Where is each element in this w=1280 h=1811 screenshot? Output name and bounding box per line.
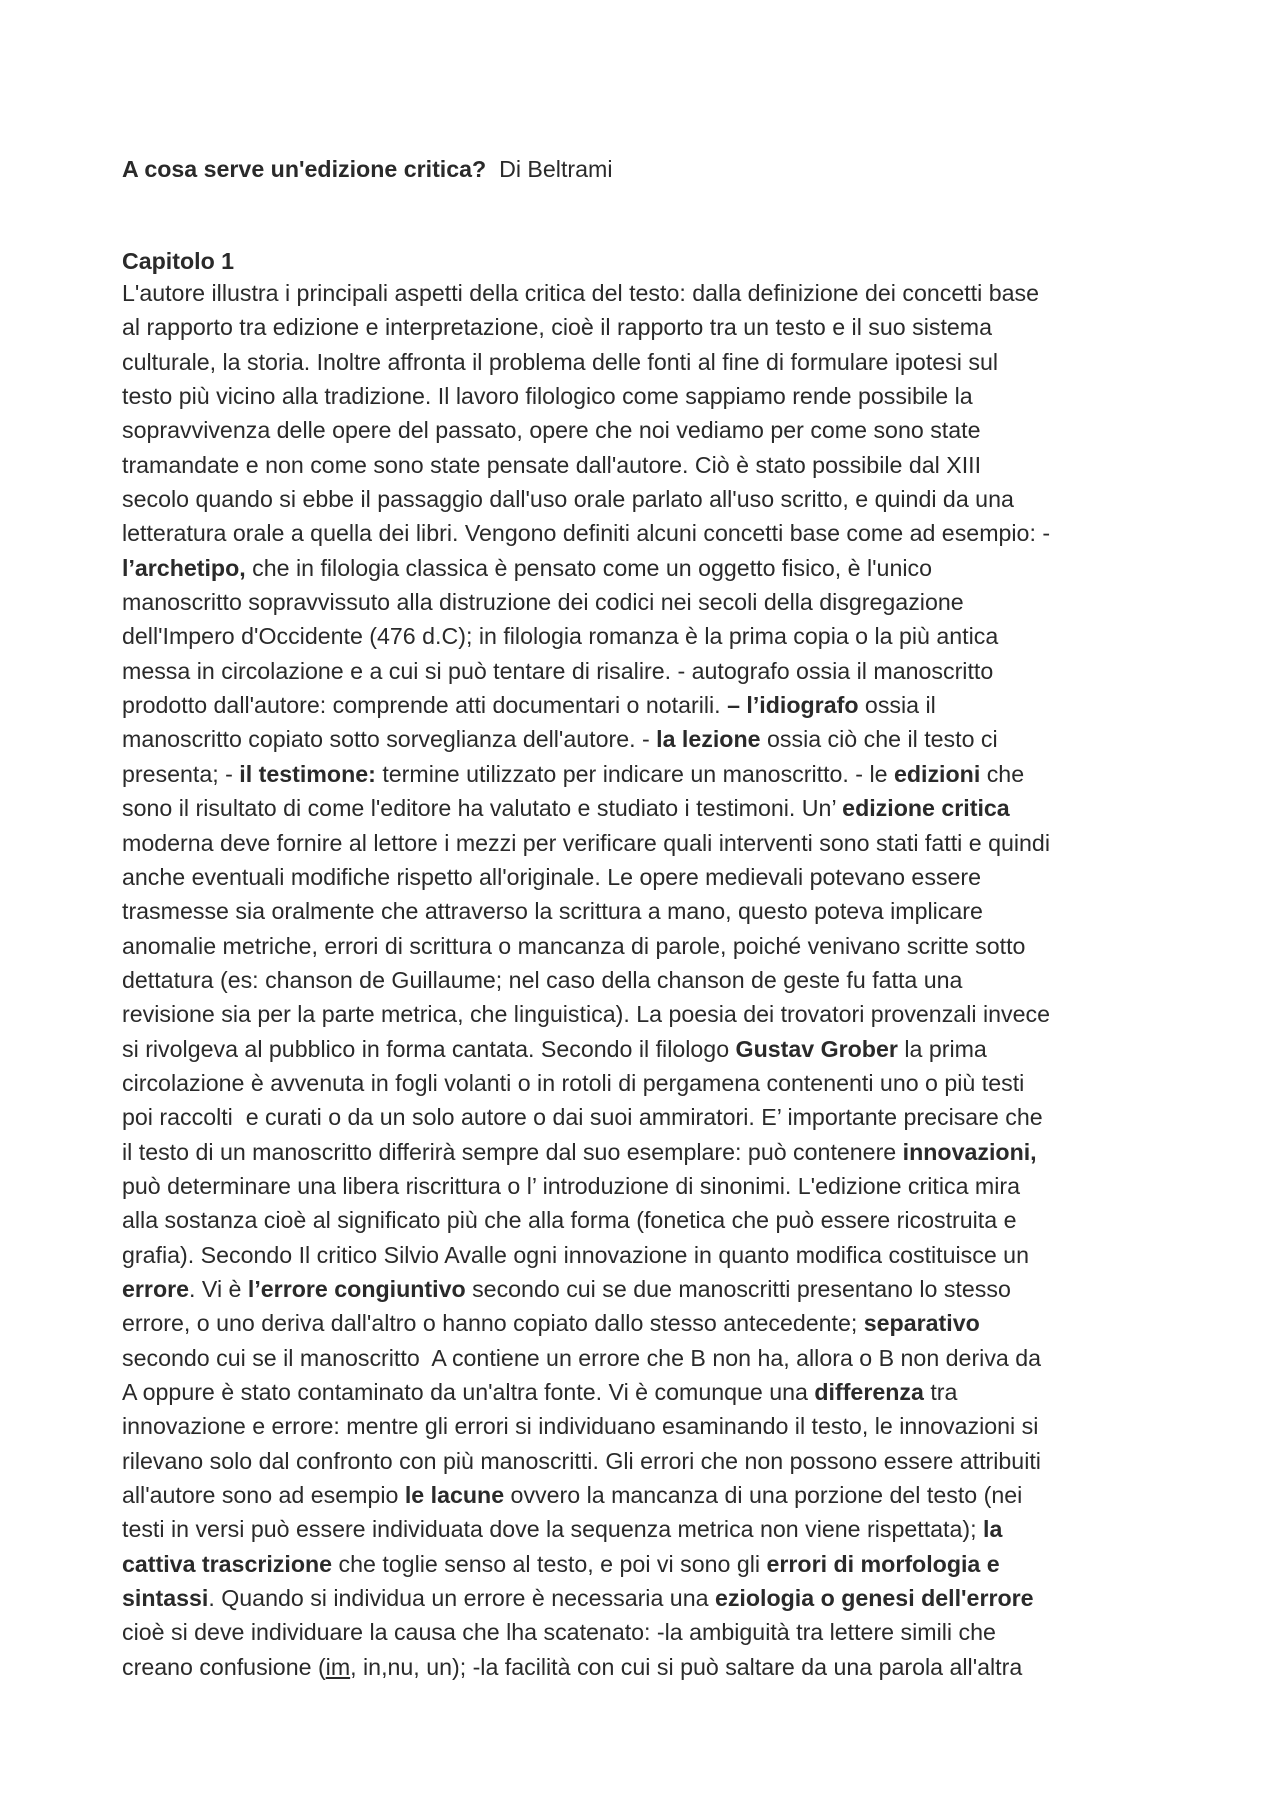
text-line (122, 997, 1202, 1031)
text-segment: grafia). Secondo Il critico Silvio Avalle ogni innovazione in quanto modifica costituisce un (122, 1241, 1029, 1268)
document-title-main: A cosa serve un'edizione critica? (122, 156, 487, 182)
bold-term: differenza (814, 1379, 924, 1405)
text-line (122, 482, 1202, 516)
underlined-text: im (325, 1653, 351, 1680)
text-line (122, 860, 1202, 894)
text-line (122, 345, 1202, 379)
text-segment: tra (923, 1379, 958, 1405)
text-segment: prodotto dall'autore: comprende atti documentari o notarili. (122, 692, 728, 719)
text-segment: circolazione è avvenuta in fogli volanti o in rotoli di pergamena contenenti uno o più testi (122, 1069, 1025, 1096)
document-title-author: Di Beltrami (486, 156, 613, 182)
text-line (122, 1547, 1202, 1581)
text-line (122, 516, 1202, 550)
document-title (122, 152, 1182, 186)
text-line (122, 1203, 1202, 1237)
text-line (122, 654, 1202, 688)
text-segment: sono il risultato di come l'editore ha valutato e studiato i testimoni. Un’ (122, 795, 843, 822)
chapter-body (122, 276, 1202, 1684)
text-segment: può determinare una libera riscrittura o l’ introduzione di sinonimi. L'edizione critica mira (122, 1172, 1020, 1199)
text-line (122, 619, 1202, 653)
bold-term: errori di morfologia e (766, 1550, 1000, 1577)
text-segment: termine utilizzato per indicare un manoscritto. - le (375, 760, 894, 787)
text-segment: . Quando si individua un errore è necessaria una (208, 1585, 715, 1612)
text-segment: secondo cui se il manoscritto A contiene un errore che B non ha, allora o B non deriva da (122, 1344, 1042, 1371)
text-segment: si rivolgeva al pubblico in forma cantata. Secondo il filologo (122, 1035, 736, 1062)
text-segment: poi raccolti e curati o da un solo autore o dai suoi ammiratori. E’ importante precisare che (122, 1104, 1043, 1131)
text-line (122, 1581, 1202, 1615)
text-segment: rilevano solo dal confronto con più manoscritti. Gli errori che non possono essere attribuiti (122, 1447, 1041, 1474)
text-segment: testo più vicino alla tradizione. Il lavoro filologico come sappiamo rende possibile la (122, 383, 973, 410)
text-line (122, 276, 1202, 310)
text-segment: dell'Impero d'Occidente (476 d.C); in filologia romanza è la prima copia o la più antica (122, 623, 999, 650)
text-line (122, 1478, 1202, 1512)
bold-term: l’archetipo, (122, 554, 246, 581)
text-segment: . Vi è (189, 1275, 248, 1302)
text-segment: creano confusione ( (122, 1653, 326, 1680)
text-line (122, 1650, 1202, 1684)
text-line (122, 1341, 1202, 1375)
text-line (122, 757, 1202, 791)
text-segment: sopravvivenza delle opere del passato, opere che noi vediamo per come sono state (122, 417, 981, 444)
bold-term: cattiva trascrizione (122, 1550, 333, 1577)
bold-term: edizione critica (842, 795, 1010, 822)
bold-term: la (983, 1516, 1003, 1543)
text-line (122, 929, 1202, 963)
text-line (122, 826, 1202, 860)
text-segment: alla sostanza cioè al significato più che alla forma (fonetica che può essere ricostruita e (122, 1207, 1017, 1234)
text-segment: errore, o uno deriva dall'altro o hanno copiato dallo stesso antecedente; (122, 1310, 864, 1337)
text-line (122, 1375, 1202, 1409)
text-line (122, 1409, 1202, 1443)
text-segment: al rapporto tra edizione e interpretazione, cioè il rapporto tra un testo e il suo sistema (122, 314, 993, 341)
text-segment: culturale, la storia. Inoltre affronta il problema delle fonti al fine di formulare ipotesi sul (122, 348, 998, 375)
bold-term: Gustav Grober (735, 1035, 898, 1062)
text-line (122, 1306, 1202, 1340)
text-segment: manoscritto sopravvissuto alla distruzione dei codici nei secoli della disgregazione (122, 589, 964, 616)
text-segment: cioè si deve individuare la causa che lha scatenato: -la ambiguità tra lettere simili che (122, 1619, 996, 1646)
text-line (122, 379, 1202, 413)
text-line (122, 963, 1202, 997)
text-segment: ovvero la mancanza di una porzione del testo (nei (504, 1482, 1023, 1509)
text-line (122, 1066, 1202, 1100)
text-segment: A oppure è stato contaminato da un'altra fonte. Vi è comunque una (122, 1379, 815, 1405)
bold-term: le lacune (404, 1482, 505, 1509)
text-segment: anomalie metriche, errori di scrittura o mancanza di parole, poiché venivano scritte sotto (122, 932, 1026, 959)
text-segment: moderna deve fornire al lettore i mezzi per verificare quali interventi sono stati fatti e quindi (122, 829, 1050, 856)
bold-term: edizioni (893, 760, 981, 787)
text-segment: all'autore sono ad esempio (122, 1482, 405, 1509)
bold-term: errore (122, 1275, 190, 1302)
text-line (122, 1444, 1202, 1478)
text-line (122, 894, 1202, 928)
text-segment: L'autore illustra i principali aspetti della critica del testo: dalla definizione dei concetti base (122, 280, 1039, 306)
text-segment: presenta; - (122, 760, 240, 787)
text-line (122, 1272, 1202, 1306)
text-segment: trasmesse sia oralmente che attraverso la scrittura a mano, questo poteva implicare (122, 898, 983, 925)
text-line (122, 448, 1202, 482)
text-segment: revisione sia per la parte metrica, che linguistica). La poesia dei trovatori provenzali invece (122, 1001, 1050, 1028)
bold-term: – l’idiografo (727, 692, 859, 719)
text-segment: manoscritto copiato sotto sorveglianza dell'autore. - (122, 726, 657, 753)
bold-term: la lezione (656, 726, 761, 753)
text-segment: la prima (897, 1035, 987, 1062)
text-line (122, 722, 1202, 756)
chapter-heading: Capitolo 1 (122, 248, 235, 274)
text-line (122, 1032, 1202, 1066)
text-segment: innovazione e errore: mentre gli errori si individuano esaminando il testo, le innovazioni si (122, 1413, 1039, 1440)
bold-term: il testimone: (239, 760, 376, 787)
text-segment: messa in circolazione e a cui si può tentare di risalire. - autografo ossia il manoscritto (122, 657, 994, 684)
text-segment: ossia ciò che il testo ci (760, 726, 998, 753)
text-line (122, 1169, 1202, 1203)
text-line (122, 1135, 1202, 1169)
text-line (122, 413, 1202, 447)
text-segment: che (980, 760, 1025, 787)
text-segment: , in,nu, un); -la facilità con cui si può saltare da una parola all'altra (350, 1653, 1023, 1680)
text-line (122, 1615, 1202, 1649)
bold-term: l’errore congiuntivo (247, 1275, 466, 1302)
text-segment: il testo di un manoscritto differirà sempre dal suo esemplare: può contenere (122, 1138, 903, 1165)
bold-term: sintassi (122, 1585, 209, 1612)
text-segment: secondo cui se due manoscritti presentano lo stesso (465, 1275, 1011, 1302)
text-line (122, 1100, 1202, 1134)
text-line (122, 551, 1202, 585)
text-segment: tramandate e non come sono state pensate dall'autore. Ciò è stato possibile dal XIII (122, 451, 982, 478)
text-segment: secolo quando si ebbe il passaggio dall'uso orale parlato all'uso scritto, e quindi da una (122, 486, 1014, 513)
text-segment: letteratura orale a quella dei libri. Vengono definiti alcuni concetti base come ad esempio: - (122, 520, 1051, 547)
text-line (122, 791, 1202, 825)
text-line (122, 688, 1202, 722)
text-segment: anche eventuali modifiche rispetto all'originale. Le opere medievali potevano essere (122, 863, 982, 890)
text-line (122, 1238, 1202, 1272)
bold-term: separativo (863, 1310, 980, 1337)
bold-term: eziologia o genesi dell'errore (714, 1585, 1034, 1612)
text-line (122, 1512, 1202, 1546)
bold-term: innovazioni, (902, 1138, 1037, 1165)
text-segment: testi in versi può essere individuata dove la sequenza metrica non viene rispettata); (122, 1516, 983, 1543)
text-segment: dettatura (es: chanson de Guillaume; nel caso della chanson de geste fu fatta una (122, 966, 963, 993)
text-line (122, 585, 1202, 619)
text-segment: che in filologia classica è pensato come un oggetto fisico, è l'unico (245, 554, 932, 581)
text-segment: che toglie senso al testo, e poi vi sono gli (332, 1550, 767, 1577)
text-segment: ossia il (858, 692, 936, 719)
text-line (122, 310, 1202, 344)
